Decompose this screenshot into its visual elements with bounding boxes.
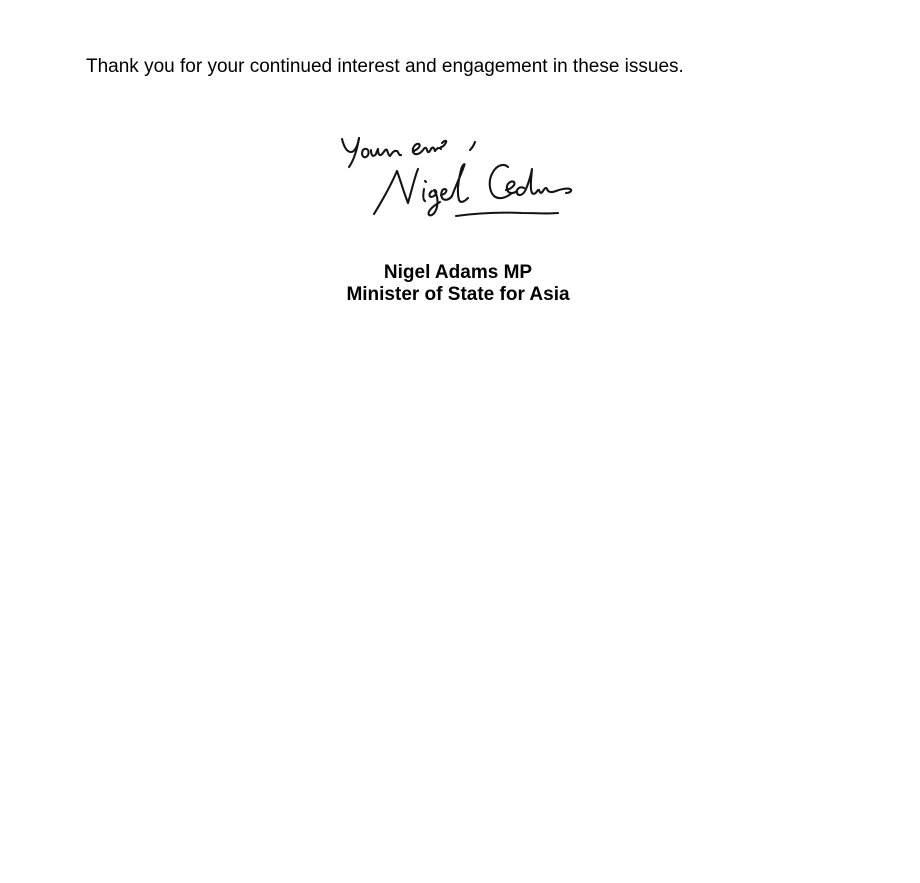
signatory-name: Nigel Adams MP xyxy=(383,262,533,283)
signature-graphic xyxy=(338,133,578,221)
closing-paragraph: Thank you for your continued interest and engagement in these issues. xyxy=(86,56,684,77)
handwritten-signature xyxy=(338,133,578,221)
signatory-block xyxy=(0,262,916,306)
signatory-title: Minister of State for Asia xyxy=(346,284,570,305)
